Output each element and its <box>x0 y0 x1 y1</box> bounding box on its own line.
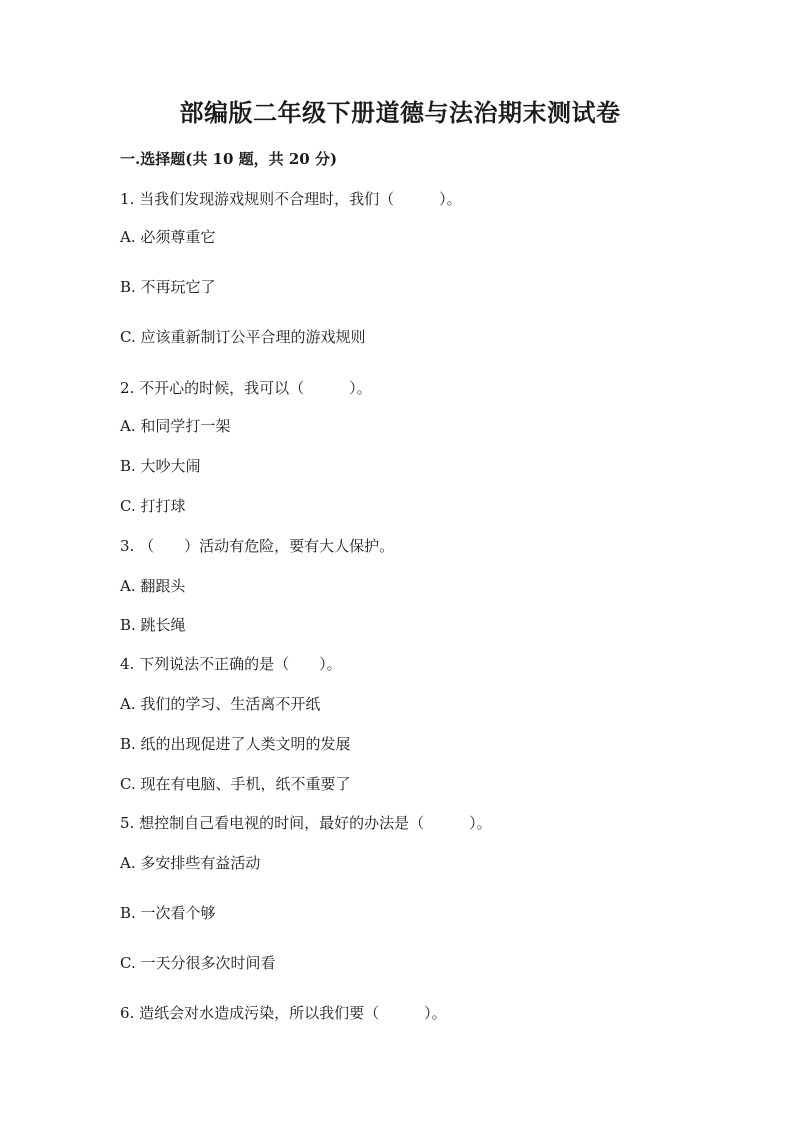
page-title: 部编版二年级下册道德与法治期末测试卷 <box>179 98 621 127</box>
question-3-option-b: B. 跳长绳 <box>120 616 186 634</box>
question-3-option-a: A. 翻跟头 <box>120 577 186 595</box>
question-4-option-b: B. 纸的出现促进了人类文明的发展 <box>120 735 351 753</box>
question-2: 2. 不开心的时候，我可以（ ）。 <box>120 379 372 397</box>
question-4-option-c: C. 现在有电脑、手机，纸不重要了 <box>120 775 351 793</box>
question-1-option-c: C. 应该重新制订公平合理的游戏规则 <box>120 328 366 346</box>
question-4: 4. 下列说法不正确的是（ ）。 <box>120 655 342 673</box>
question-6: 6. 造纸会对水造成污染，所以我们要（ ）。 <box>120 1004 447 1022</box>
question-5-option-a: A. 多安排些有益活动 <box>120 854 261 872</box>
question-5: 5. 想控制自己看电视的时间，最好的办法是（ ）。 <box>120 814 492 832</box>
question-5-option-c: C. 一天分很多次时间看 <box>120 954 276 972</box>
question-2-option-c: C. 打打球 <box>120 497 186 515</box>
question-1-option-a: A. 必须尊重它 <box>120 228 216 246</box>
question-2-option-a: A. 和同学打一架 <box>120 417 231 435</box>
section-heading: 一.选择题(共 10 题，共 20 分) <box>120 150 338 168</box>
question-5-option-b: B. 一次看个够 <box>120 904 216 922</box>
question-1-option-b: B. 不再玩它了 <box>120 278 216 296</box>
question-1: 1. 当我们发现游戏规则不合理时，我们（ ）。 <box>120 190 462 208</box>
question-4-option-a: A. 我们的学习、生活离不开纸 <box>120 695 321 713</box>
question-2-option-b: B. 大吵大闹 <box>120 457 201 475</box>
question-3: 3. （ ）活动有危险，要有大人保护。 <box>120 537 395 555</box>
